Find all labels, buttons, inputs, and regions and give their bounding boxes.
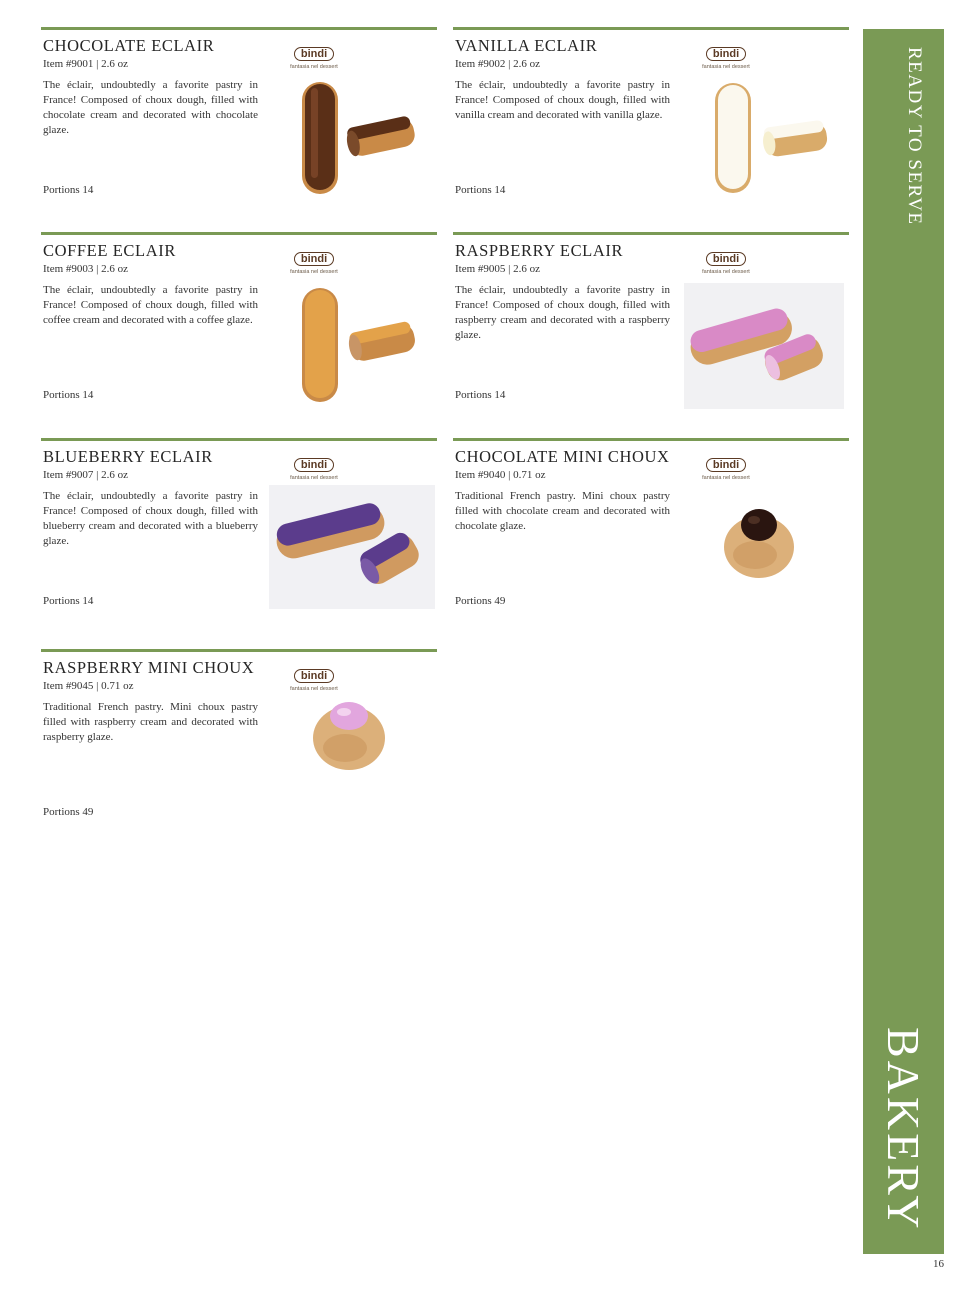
product-card-chocolate-mini-choux [453,438,849,624]
product-item-number: Item #9040 | 0.71 oz [455,469,546,481]
blueberry-eclair-photo [269,485,437,615]
product-title: RASPBERRY MINI CHOUX [43,658,255,677]
product-card-blueberry-eclair [41,438,437,624]
product-description: The éclair, undoubtedly a favorite pastry in France! Composed of choux dough, filled with vanilla cream and decorated with vanilla glaze. [455,79,670,121]
vanilla-eclair-photo [681,74,849,204]
section-rule [41,232,437,235]
product-portions: Portions 14 [455,389,506,401]
bindi-logo: bindi fantasia nel dessert [290,670,338,692]
product-portions: Portions 49 [455,595,506,607]
product-item-number: Item #9045 | 0.71 oz [43,680,134,692]
bindi-logo: bindi fantasia nel dessert [290,253,338,275]
product-description: The éclair, undoubtedly a favorite pastry in France! Composed of choux dough, filled with raspberry cream and decorated with a raspberry glaze. [455,284,670,341]
product-title: CHOCOLATE ECLAIR [43,36,215,55]
product-portions: Portions 14 [455,184,506,196]
section-rule [41,438,437,441]
product-item-number: Item #9001 | 2.6 oz [43,58,128,70]
product-portions: Portions 14 [43,389,94,401]
bindi-logo: bindi fantasia nel dessert [702,253,750,275]
raspberry-mini-choux-photo [269,696,437,826]
product-title: VANILLA ECLAIR [455,36,598,55]
product-portions: Portions 14 [43,595,94,607]
product-description: Traditional French pastry. Mini choux pastry filled with chocolate cream and decorated with chocolate glaze. [455,490,670,532]
product-title: CHOCOLATE MINI CHOUX [455,447,670,466]
bindi-logo: bindi fantasia nel dessert [290,459,338,481]
product-card-vanilla-eclair [453,27,849,213]
bindi-logo: bindi fantasia nel dessert [290,48,338,70]
sidebar-section-label: READY TO SERVE [904,47,925,226]
product-title: BLUEBERRY ECLAIR [43,447,213,466]
raspberry-eclair-photo [681,279,849,409]
product-description: The éclair, undoubtedly a favorite pastry in France! Composed of choux dough, filled with blueberry cream and decorated with a blueberry glaze. [43,490,258,547]
product-portions: Portions 49 [43,806,94,818]
bindi-logo: bindi fantasia nel dessert [702,48,750,70]
product-title: COFFEE ECLAIR [43,241,176,260]
page-number: 16 [933,1258,944,1270]
product-title: RASPBERRY ECLAIR [455,241,624,260]
section-rule [41,649,437,652]
product-portions: Portions 14 [43,184,94,196]
product-item-number: Item #9007 | 2.6 oz [43,469,128,481]
chocolate-mini-choux-photo [681,485,849,615]
section-rule [453,27,849,30]
section-rule [453,232,849,235]
coffee-eclair-photo [269,279,437,409]
sidebar-category-label: BAKERY [878,1027,929,1232]
product-card-raspberry-mini-choux [41,649,437,835]
product-item-number: Item #9002 | 2.6 oz [455,58,540,70]
section-rule [41,27,437,30]
bindi-logo: bindi fantasia nel dessert [702,459,750,481]
category-sidebar [863,29,944,1254]
product-card-raspberry-eclair [453,232,849,418]
product-item-number: Item #9005 | 2.6 oz [455,263,540,275]
product-item-number: Item #9003 | 2.6 oz [43,263,128,275]
product-description: The éclair, undoubtedly a favorite pastry in France! Composed of choux dough, filled with coffee cream and decorated with a coffee glaze. [43,284,258,326]
chocolate-eclair-photo [269,74,437,204]
product-description: Traditional French pastry. Mini choux pastry filled with raspberry cream and decorated with raspberry glaze. [43,701,258,743]
product-card-chocolate-eclair [41,27,437,213]
section-rule [453,438,849,441]
product-description: The éclair, undoubtedly a favorite pastry in France! Composed of choux dough, filled with chocolate cream and decorated with chocolate glaze. [43,79,258,136]
product-card-coffee-eclair [41,232,437,418]
